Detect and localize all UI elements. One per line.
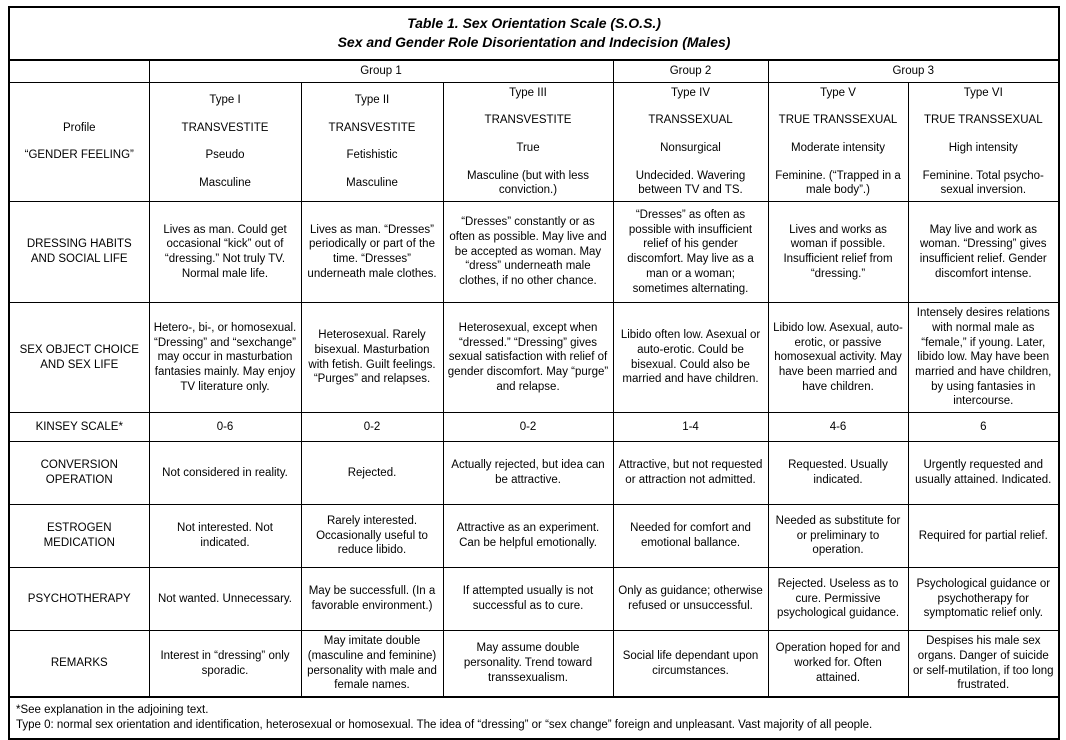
- row-label: CONVERSION OPERATION: [9, 442, 149, 505]
- row-cell: May live and work as woman. “Dressing” gives insufficient relief. Gender discomfort intense.: [908, 202, 1059, 303]
- row-cell: Rarely interested. Occasionally useful to reduce libido.: [301, 505, 443, 568]
- type-column-2: [301, 82, 443, 202]
- row-cell: Libido low. Asexual, auto-erotic, or passive homosexual activity. May have been married and have children.: [768, 303, 908, 413]
- type-qualifier-6: High intensity: [948, 141, 1018, 154]
- row-label: PSYCHOTHERAPY: [9, 568, 149, 631]
- row-label: ESTROGEN MEDICATION: [9, 505, 149, 568]
- row-cell: Only as guidance; otherwise refused or unsuccessful.: [613, 568, 768, 631]
- type-column-3: [443, 82, 613, 202]
- table-row: [9, 303, 1059, 413]
- row-cell: Social life dependant upon circumstances.: [613, 631, 768, 697]
- type-qualifier-2: Fetishistic: [346, 149, 398, 162]
- row-cell: Required for partial relief.: [908, 505, 1059, 568]
- row-cell: Rejected.: [301, 442, 443, 505]
- type-column-5: [768, 82, 908, 202]
- row-cell: Psychological guidance or psychotherapy for symptomatic relief only.: [908, 568, 1059, 631]
- type-category-4: TRANSSEXUAL: [648, 114, 733, 127]
- footnote-line-2: Type 0: normal sex orientation and identification, heterosexual or homosexual. The idea of “dressing” or “sex change” foreign and unpleasant. Vast majority of all people.: [16, 718, 873, 731]
- table-title-row: [9, 7, 1059, 60]
- type-column-1: [149, 82, 301, 202]
- type-category-3: TRANSVESTITE: [484, 114, 572, 127]
- row-cell: May imitate double (masculine and feminine) personality with male and female names.: [301, 631, 443, 697]
- type-category-1: TRANSVESTITE: [181, 121, 269, 134]
- row-cell: Requested. Usually indicated.: [768, 442, 908, 505]
- row-cell: Lives and works as woman if possible. Insufficient relief from “dressing.”: [768, 202, 908, 303]
- footnotes-row: [9, 697, 1059, 739]
- footnote-line-1: *See explanation in the adjoining text.: [16, 704, 209, 716]
- type-name-6: Type VI: [963, 86, 1003, 99]
- table-title-line-1: Table 1. Sex Orientation Scale (S.O.S.): [407, 15, 661, 31]
- type-column-6: [908, 82, 1059, 202]
- table-row: [9, 442, 1059, 505]
- table-row: [9, 568, 1059, 631]
- type-detail-1: Masculine: [199, 177, 251, 190]
- row-cell: Attractive, but not requested or attraction not admitted.: [613, 442, 768, 505]
- group-header-group-3: Group 3: [768, 60, 1059, 82]
- type-detail-5: Feminine. (“Trapped in a male body”.): [775, 169, 901, 197]
- row-label: SEX OBJECT CHOICE AND SEX LIFE: [9, 303, 149, 413]
- footnotes: [9, 697, 1059, 739]
- row-label: REMARKS: [9, 631, 149, 697]
- type-qualifier-1: Pseudo: [205, 149, 245, 162]
- type-name-5: Type V: [820, 86, 856, 99]
- row-cell: Interest in “dressing” only sporadic.: [149, 631, 301, 697]
- row-cell: Needed as substitute for or preliminary to operation.: [768, 505, 908, 568]
- table-title-line-2: Sex and Gender Role Disorientation and Indecision (Males): [337, 33, 731, 50]
- row-cell: Lives as man. “Dresses” periodically or part of the time. “Dresses” underneath male clothes.: [301, 202, 443, 303]
- type-detail-2: Masculine: [346, 177, 398, 190]
- row-cell: Attractive as an experiment. Can be helpful emotionally.: [443, 505, 613, 568]
- row-cell: May assume double personality. Trend toward transsexualism.: [443, 631, 613, 697]
- row-label: DRESSING HABITS AND SOCIAL LIFE: [9, 202, 149, 303]
- row-cell: If attempted usually is not successful as to cure.: [443, 568, 613, 631]
- row-label: KINSEY SCALE*: [9, 413, 149, 442]
- group-header-group-2: Group 2: [613, 60, 768, 82]
- row-cell: Not considered in reality.: [149, 442, 301, 505]
- row-cell: 0-6: [149, 413, 301, 442]
- type-category-5: TRUE TRANSSEXUAL: [778, 114, 898, 127]
- row-cell: Operation hoped for and worked for. Often attained.: [768, 631, 908, 697]
- table-row: [9, 202, 1059, 303]
- row-cell: 6: [908, 413, 1059, 442]
- row-cell: Needed for comfort and emotional ballance.: [613, 505, 768, 568]
- profile-row: [9, 82, 1059, 202]
- row-cell: Hetero-, bi-, or homosexual. “Dressing” and “sexchange” may occur in masturbation fantasies mainly. May enjoy TV literature only.: [149, 303, 301, 413]
- row-cell: Libido often low. Asexual or auto-erotic. Could be bisexual. Could also be married and have children.: [613, 303, 768, 413]
- row-cell: Heterosexual. Rarely bisexual. Masturbation with fetish. Guilt feelings. “Purges” and relapses.: [301, 303, 443, 413]
- type-detail-4: Undecided. Wavering between TV and TS.: [635, 169, 746, 197]
- table-title: [9, 7, 1059, 60]
- row-cell: Lives as man. Could get occasional “kick” out of “dressing.” Not truly TV. Normal male life.: [149, 202, 301, 303]
- row-cell: Not wanted. Unnecessary.: [149, 568, 301, 631]
- row-cell: Not interested. Not indicated.: [149, 505, 301, 568]
- type-name-3: Type III: [509, 86, 547, 99]
- type-detail-3: Masculine (but with less conviction.): [466, 169, 590, 197]
- table-row: [9, 413, 1059, 442]
- table-row: [9, 505, 1059, 568]
- type-name-1: Type I: [209, 93, 241, 106]
- profile-label-line-1: Profile: [62, 121, 96, 134]
- type-name-4: Type IV: [671, 86, 710, 99]
- row-cell: 0-2: [301, 413, 443, 442]
- row-cell: “Dresses” as often as possible with insufficient relief of his gender discomfort. May live as a man or a woman; sometimes alternating.: [613, 202, 768, 303]
- type-category-2: TRANSVESTITE: [328, 121, 416, 134]
- type-qualifier-5: Moderate intensity: [791, 141, 885, 154]
- row-cell: 1-4: [613, 413, 768, 442]
- row-cell: 0-2: [443, 413, 613, 442]
- row-cell: May be successfull. (In a favorable environment.): [301, 568, 443, 631]
- type-name-2: Type II: [354, 93, 390, 106]
- group-header-spacer: [9, 60, 149, 82]
- row-cell: Urgently requested and usually attained. Indicated.: [908, 442, 1059, 505]
- profile-label-line-2: “GENDER FEELING”: [24, 149, 134, 162]
- table-row: [9, 631, 1059, 697]
- type-column-4: [613, 82, 768, 202]
- row-cell: Intensely desires relations with normal male as “female,” if young. Later, libido low. May have been married and have children, by using fantasies in intercourse.: [908, 303, 1059, 413]
- row-cell: “Dresses” constantly or as often as possible. May live and be accepted as woman. May “dress” underneath male clothes, if no other chance.: [443, 202, 613, 303]
- row-cell: Rejected. Useless as to cure. Permissive psychological guidance.: [768, 568, 908, 631]
- row-cell: Despises his male sex organs. Danger of suicide or self-mutilation, if too long frustrated.: [908, 631, 1059, 697]
- row-cell: Actually rejected, but idea can be attractive.: [443, 442, 613, 505]
- row-cell: 4-6: [768, 413, 908, 442]
- group-header-group-1: Group 1: [149, 60, 613, 82]
- sos-table: [8, 6, 1060, 740]
- type-detail-6: Feminine. Total psycho-sexual inversion.: [922, 169, 1044, 197]
- type-qualifier-4: Nonsurgical: [660, 141, 721, 154]
- profile-label: [9, 82, 149, 202]
- row-cell: Heterosexual, except when “dressed.” “Dressing” gives sexual satisfaction with relief of gender discomfort. May “purge” and relapse.: [443, 303, 613, 413]
- group-header-row: [9, 60, 1059, 82]
- type-qualifier-3: True: [516, 141, 540, 154]
- type-category-6: TRUE TRANSSEXUAL: [923, 114, 1043, 127]
